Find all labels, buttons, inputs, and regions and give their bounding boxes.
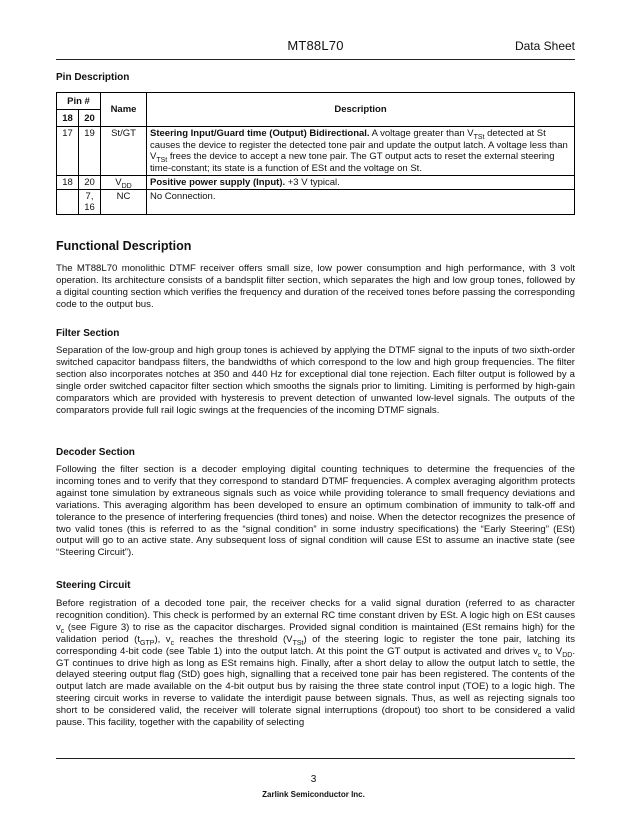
decoder-section-heading: Decoder Section — [56, 447, 135, 458]
pin-18-header: 18 — [57, 110, 79, 127]
subscript: c — [60, 627, 65, 635]
document-type-label: Data Sheet — [514, 39, 575, 53]
body-text: to V — [541, 645, 563, 657]
description-text: A voltage greater than V — [369, 128, 474, 139]
steering-circuit-heading: Steering Circuit — [56, 580, 131, 591]
steering-circuit-text — [56, 598, 575, 729]
pin-18-cell: 17 — [57, 127, 79, 176]
pin-description-cell — [147, 176, 575, 190]
pin-name-cell — [101, 176, 147, 190]
description-bold: Steering Input/Guard time (Output) Bidirectional. — [150, 128, 370, 139]
filter-section-text: Separation of the low-group and high group tones is achieved by applying the DTMF signal to the inputs of two sixth-order switched capacitor bandpass filters, the bandwidths of which correspond to the low and high group frequencies. The filter section also incorporates notches at 350 and 440 Hz for exceptional dial tone rejection. Each filter output is followed by a single order switched capacitor filter section which smooths the signals prior to limiting. Limiting is performed by high-gain comparators which are provided with hysteresis to prevent detection of unwanted low-level signals. The outputs of the comparators provide full rail logic swings at the frequencies of the incoming DTMF signals. — [56, 345, 575, 416]
pin-20-cell: 7, 16 — [79, 190, 101, 215]
body-text: . GT continues to drive high as long as ESt remains high. Finally, after a short delay to allow the output latch to settle, the delayed steering output flag (StD) goes high, signalling that a received tone pair has been registered. The contents of the output latch are made available on the 4-bit output bus by raising the three state control input (TOE) to a logic high. The steering circuit works in reverse to validate the interdigit pause between signals. Thus, as well as rejecting signals too short to be considered valid, the receiver will tolerate signal interruptions (dropout) too short to be considered a valid pause. This facility, together with the capability of selecting — [56, 645, 575, 729]
pin-18-cell — [57, 190, 79, 215]
subscript: DD — [562, 651, 573, 659]
name-header: Name — [101, 93, 147, 127]
pin-20-cell: 20 — [79, 176, 101, 190]
body-text: ), v — [154, 633, 171, 645]
pin-description-cell: No Connection. — [147, 190, 575, 215]
page-header — [56, 38, 575, 56]
description-text: frees the device to accept a new tone pair. The GT output acts to reset the external steering time-constant; its state is a function of ESt and the voltage on St. — [150, 151, 555, 174]
decoder-section-text: Following the filter section is a decoder employing digital counting techniques to determine the frequencies of the incoming tones and to verify that they correspond to standard DTMF frequencies. A complex averaging algorithm protects against tone simulation by extraneous signals such as voice while providing tolerance to small frequency deviations and variations. This averaging algorithm has been developed to ensure an optimum combination of immunity to talk-off and tolerance to the presence of interfering frequencies (third tones) and noise. When the detector recognizes the presence of two valid tones (this is referred to as the “signal condition” in some industry specifications) the “Early Steering” (ESt) output will go to an active state. Any subsequent loss of signal condition will cause ESt to assume an inactive state (see “Steering Circuit”). — [56, 464, 575, 559]
pin-description-cell — [147, 127, 575, 176]
pin-20-header: 20 — [79, 110, 101, 127]
body-text: ) of the steering logic to register the tone pair, latching its corresponding 4-bit code (see Table 1) into the output latch. At this point the GT output is activated and drives v — [56, 633, 576, 657]
table-row — [57, 127, 575, 176]
subscript: DD — [121, 182, 132, 190]
header-rule — [56, 59, 575, 60]
filter-section-heading: Filter Section — [56, 328, 120, 339]
pin-name-text: V — [115, 177, 122, 188]
pin-description-label: Pin Description — [56, 72, 130, 83]
table-row — [57, 190, 575, 215]
company-name: Zarlink Semiconductor Inc. — [262, 790, 365, 799]
pin-description-table — [56, 92, 575, 215]
subscript: c — [170, 639, 175, 647]
pin-name-cell: St/GT — [101, 127, 147, 176]
subscript: c — [537, 651, 542, 659]
body-text: Before registration of a decoded tone pair, the receiver checks for a valid signal duration (referred to as character recognition condition). This check is performed by an external RC time constant driven by ESt. A logic high on ESt causes v — [56, 598, 575, 633]
functional-description-heading: Functional Description — [56, 239, 192, 253]
footer-rule — [56, 758, 575, 759]
pin-name-cell: NC — [101, 190, 147, 215]
description-header: Description — [147, 93, 575, 127]
pin-18-cell: 18 — [57, 176, 79, 190]
body-text: (see Figure 3) to rise as the capacitor discharges. Provided signal condition is maintained (ESt remains high) for the validation period (t — [56, 621, 575, 645]
functional-description-text: The MT88L70 monolithic DTMF receiver offers small size, low power consumption and high performance, with 3 volt operation. Its architecture consists of a bandsplit filter section, which separates the high and low group tones, followed by a digital counting section which verifies the frequency and duration of the received tones before passing the corresponding code to the output bus. — [56, 263, 575, 310]
pin-20-cell: 19 — [79, 127, 101, 176]
document-title: MT88L70 — [287, 38, 344, 53]
subscript: TSt — [292, 639, 304, 647]
body-text: reaches the threshold (V — [174, 633, 293, 645]
table-header-row — [57, 93, 575, 110]
description-text: detected at St causes the device to register the detected tone pair and update the output latch. A voltage less than V — [150, 128, 568, 162]
description-text: +3 V typical. — [285, 177, 340, 188]
page-number: 3 — [310, 774, 317, 785]
table-row — [57, 176, 575, 190]
subscript: GTP — [140, 639, 155, 647]
pin-number-header: Pin # — [57, 93, 101, 110]
description-bold: Positive power supply (Input). — [150, 177, 286, 188]
subscript: TSt — [156, 156, 168, 164]
subscript: TSt — [473, 133, 485, 141]
